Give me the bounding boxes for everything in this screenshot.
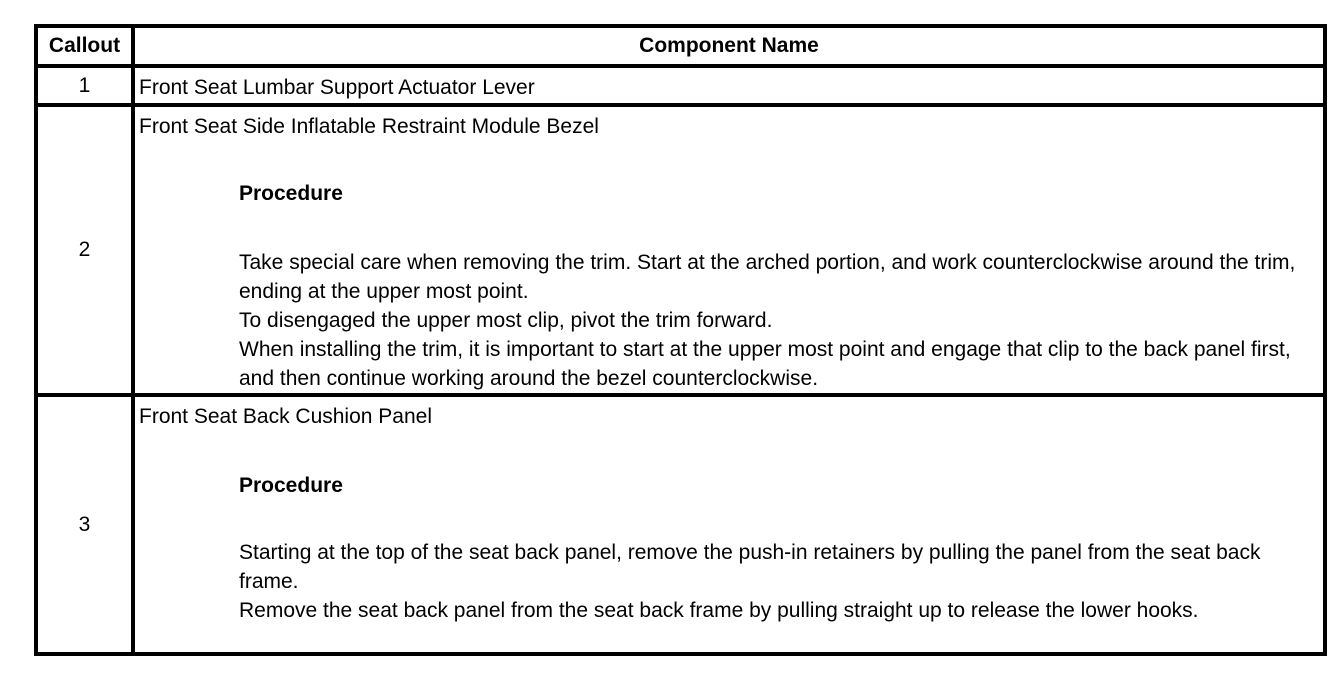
component-cell — [133, 105, 1325, 395]
component-name: Front Seat Side Inflatable Restraint Module Bezel — [139, 115, 599, 138]
procedure-text — [135, 538, 1323, 625]
callout-number: 1 — [36, 66, 133, 105]
component-table — [34, 24, 1327, 656]
component-name: Front Seat Back Cushion Panel — [139, 405, 432, 428]
procedure-heading: Procedure — [239, 182, 343, 205]
procedure-heading: Procedure — [239, 474, 343, 497]
callout-number: 3 — [36, 395, 133, 654]
procedure-text — [135, 248, 1323, 393]
procedure-step: When installing the trim, it is important to start at the upper most point and engage that clip to the back panel first, and then continue working around the bezel counterclockwise. — [239, 338, 1291, 390]
component-cell — [133, 66, 1325, 105]
component-cell — [133, 395, 1325, 654]
procedure-step: To disengaged the upper most clip, pivot the trim forward. — [239, 309, 773, 332]
header-component-name: Component Name — [133, 26, 1325, 66]
table-row — [36, 395, 1325, 654]
table-row — [36, 66, 1325, 105]
table-header-row — [36, 26, 1325, 66]
procedure-step: Take special care when removing the trim. Start at the arched portion, and work counterclockwise around the trim, ending at the upper most point. — [239, 251, 1296, 303]
table-row — [36, 105, 1325, 395]
component-name: Front Seat Lumbar Support Actuator Lever — [139, 76, 535, 99]
procedure-step: Remove the seat back panel from the seat back frame by pulling straight up to release the lower hooks. — [239, 599, 1199, 622]
callout-number: 2 — [36, 105, 133, 395]
header-callout: Callout — [36, 26, 133, 66]
procedure-step: Starting at the top of the seat back panel, remove the push-in retainers by pulling the panel from the seat back frame. — [239, 541, 1261, 593]
